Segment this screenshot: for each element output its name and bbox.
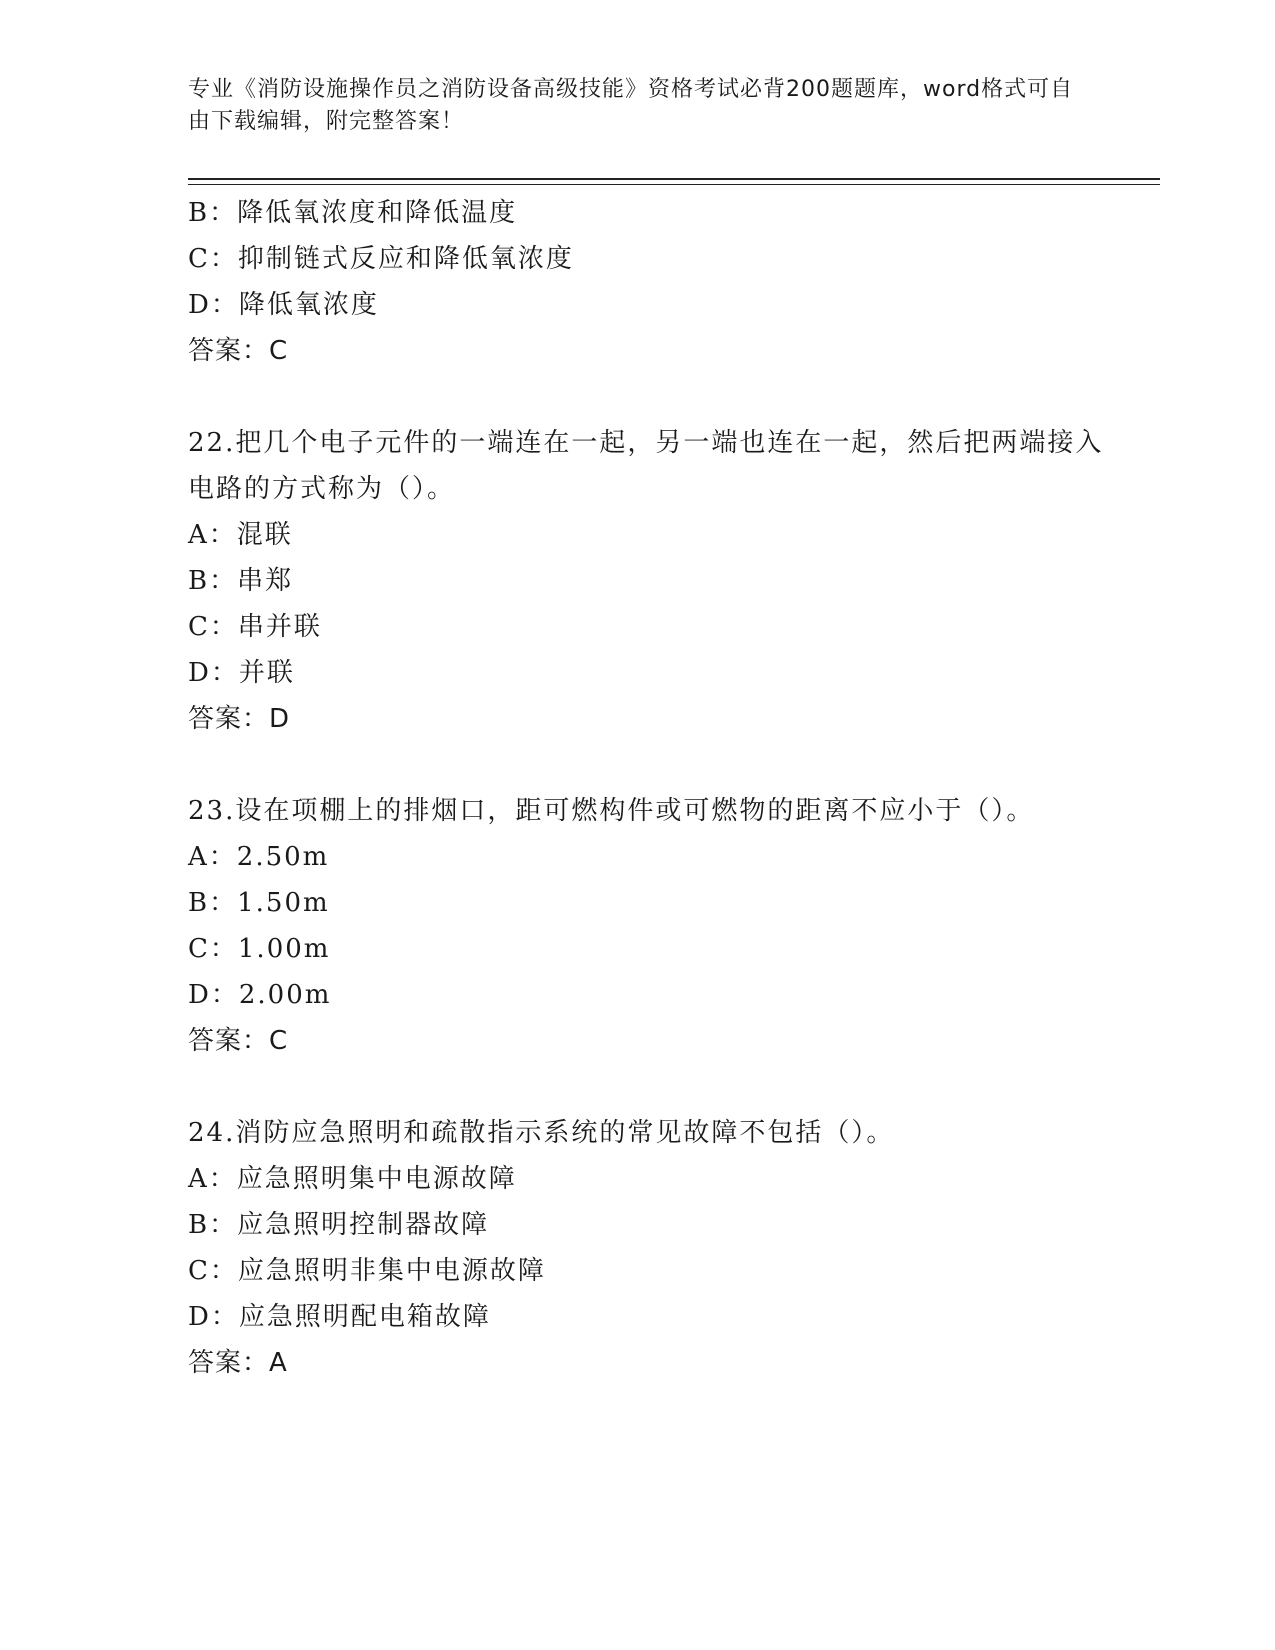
option-a: A：2.50m [188,842,330,872]
option-b: B：降低氧浓度和降低温度 [188,198,518,228]
question-stem: 23.设在项棚上的排烟口，距可燃构件或可燃物的距离不应小于（）。 [188,796,1035,826]
answer-label: 答案：D [188,704,291,734]
question-block [188,1110,1128,1386]
question-block [188,788,1128,1064]
option-a: A：应急照明集中电源故障 [188,1164,517,1194]
answer-label: 答案：C [188,1026,289,1056]
option-b: B：应急照明控制器故障 [188,1210,490,1240]
header-divider-thin [188,184,1160,185]
header-divider [188,178,1160,180]
question-block-partial [188,190,1128,374]
option-c: C：应急照明非集中电源故障 [188,1256,546,1286]
option-d: D：并联 [188,658,295,688]
option-d: D：2.00m [188,980,332,1010]
question-stem: 22.把几个电子元件的一端连在一起，另一端也连在一起，然后把两端接入电路的方式称为（）。 [188,428,1104,504]
question-stem: 24.消防应急照明和疏散指示系统的常见故障不包括（）。 [188,1118,895,1148]
page-header: 专业《消防设施操作员之消防设备高级技能》资格考试必背200题题库，word格式可自由下载编辑，附完整答案！ [188,77,1074,134]
option-c: C：抑制链式反应和降低氧浓度 [188,244,574,274]
option-a: A：混联 [188,520,293,550]
option-b: B：串郑 [188,566,294,596]
question-block [188,420,1128,742]
option-d: D：应急照明配电箱故障 [188,1302,491,1332]
option-d: D：降低氧浓度 [188,290,379,320]
option-b: B：1.50m [188,888,330,918]
option-c: C：串并联 [188,612,322,642]
question-content [188,190,1128,1386]
answer-label: 答案：A [188,1348,288,1378]
option-c: C：1.00m [188,934,331,964]
answer-label: 答案：C [188,336,289,366]
